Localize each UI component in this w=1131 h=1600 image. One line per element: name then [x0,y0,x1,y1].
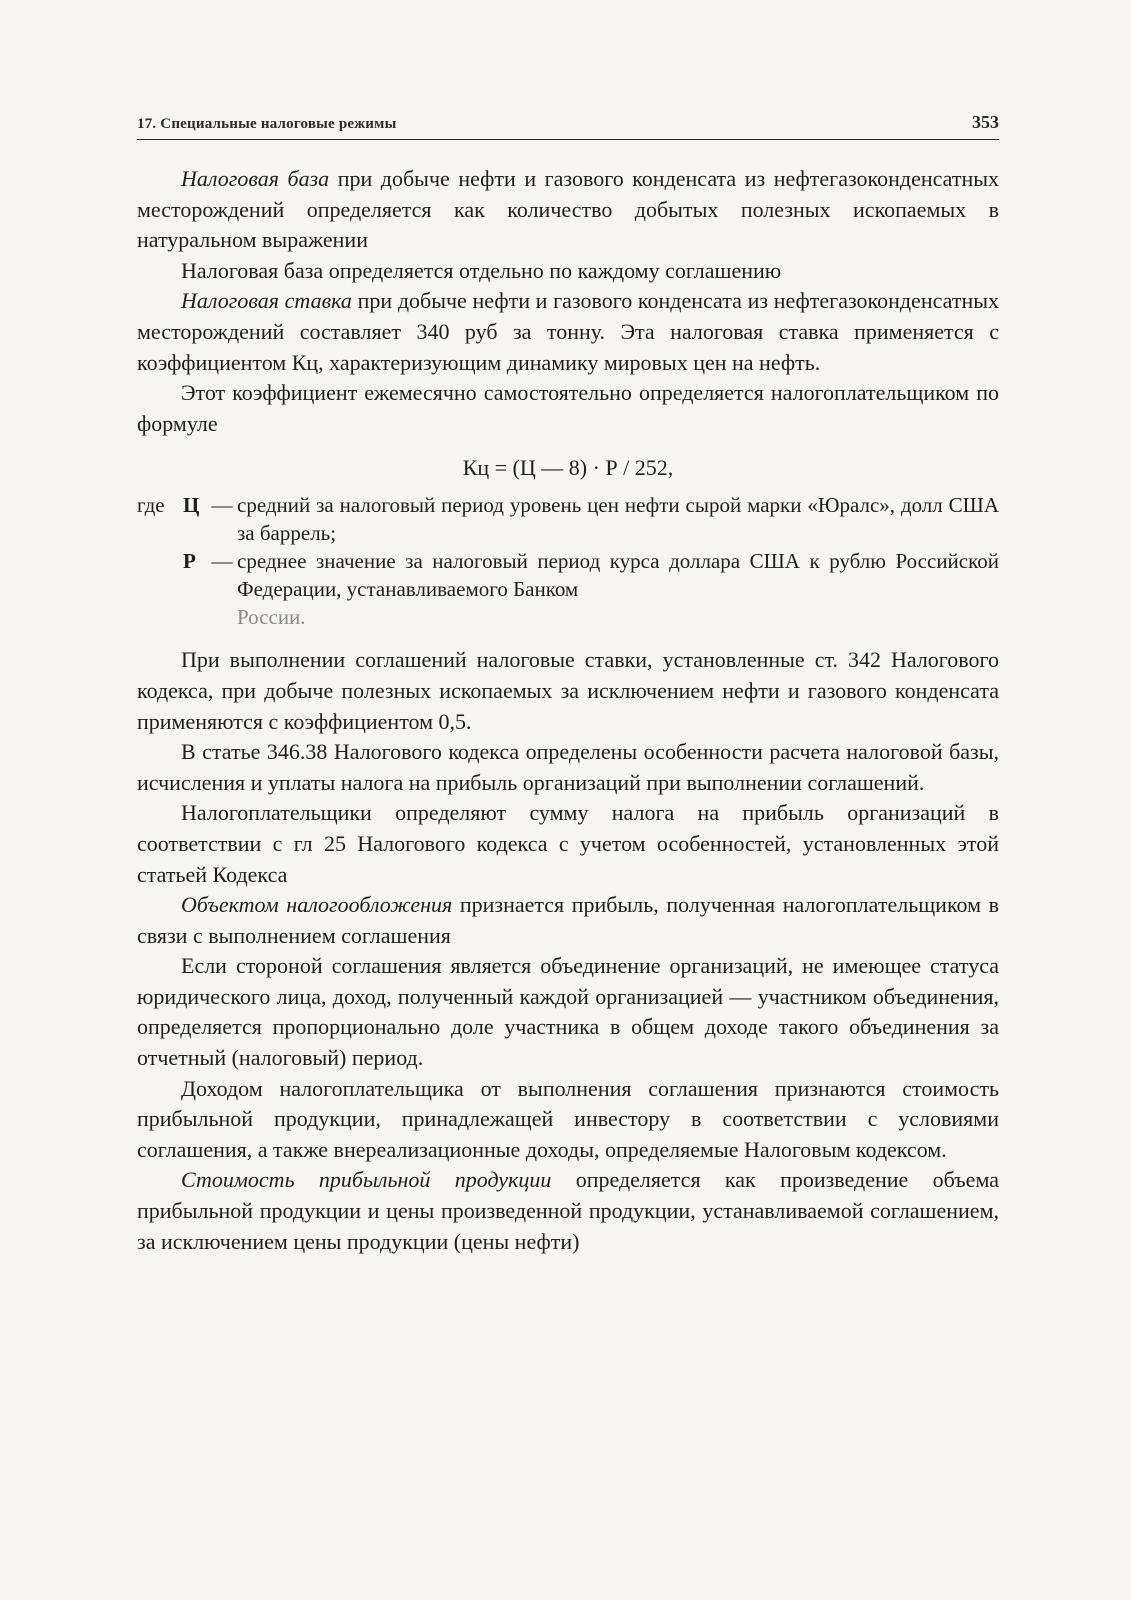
formula: Кц = (Ц — 8) · Р / 252, [462,455,674,481]
definition-text-tail: России. [237,605,306,630]
page-number: 353 [972,112,999,132]
paragraph-tax-rate [137,286,999,378]
paragraph-article-346-38: В статье 346.38 Налогового кодекса определены особенности расчета налоговой базы, исчисления и уплаты налога на прибыль организаций при выполнении соглашений. [137,739,999,795]
paragraph-taxpayers: Налогоплательщики определяют сумму налога на прибыль организаций в соответствии с гл 25 Налогового кодекса с учетом особенностей, установленных этой статьей Кодекса [137,800,999,887]
definition-lead [137,547,183,631]
paragraph-text: признается прибыль, полученная налогоплательщиком в связи с выполнением соглашения [137,892,1000,948]
definition-row [137,547,999,631]
definition-symbol: Ц [183,493,200,518]
running-head [137,112,999,140]
term-tax-base: Налоговая база [181,166,330,191]
paragraph-text: при добыче нефти и газового конденсата из нефтегазоконденсатных месторождений составляет 340 руб за тонну. Эта налоговая ставка применяется с коэффициентом Кц, характеризующим динамику мировых цен на нефть. [137,288,999,375]
paragraph-object-of-taxation [137,890,999,951]
definition-row [137,491,999,547]
paragraph-tax-base [137,164,999,256]
paragraph-coefficient: Этот коэффициент ежемесячно самостоятельно определяется налогоплательщиком по формуле [137,380,999,436]
paragraph-rates-coefficient: При выполнении соглашений налоговые ставки, установленные ст. 342 Налогового кодекса, при добыче полезных ископаемых за исключением нефти и газового конденсата применяются с коэффициентом 0,5. [137,647,999,734]
term-object-of-taxation: Объектом налогообложения [181,892,453,918]
formula-definitions [137,491,999,631]
paragraph-text: при добыче нефти и газового конденсата из нефтегазоконденсатных месторождений определяется как количество добытых полезных ископаемых в натуральном выражении [137,166,999,253]
definition-dash: — [211,493,233,518]
chapter-title: 17. Специальные налоговые режимы [137,116,397,132]
definition-text-main: среднее значение за налоговый период курса доллара США к рублю Российской Федерации, устанавливаемого Банком [237,549,999,602]
paragraph-income: Доходом налогоплательщика от выполнения соглашения признаются стоимость прибыльной продукции, принадлежащей инвестору в соответствии с условиями соглашения, а также внереализационные доходы, определяемые Налоговым кодексом. [137,1075,999,1162]
body-text [137,164,999,1257]
definition-text [237,547,999,631]
paragraph-tax-base-per-agreement: Налоговая база определяется отдельно по каждому соглашению [181,257,782,283]
paragraph-text: определяется как произведение объема прибыльной продукции и цены произведенной продукции, устанавливаемой соглашением, за исключением цены продукции (цены нефти) [137,1167,999,1254]
term-profit-product-value: Стоимость прибыльной продукции [181,1167,552,1193]
definition-lead: где [137,493,165,518]
definition-text: средний за налоговый период уровень цен нефти сырой марки «Юралс», долл США за баррель; [237,493,999,546]
paragraph-profit-product-value [137,1165,999,1257]
paragraph-association: Если стороной соглашения является объединение организаций, не имеющее статуса юридического лица, доход, полученный каждой организацией — участником объединения, определяется пропорционально доле участника в общем доходе такого объединения за отчетный (налоговый) период. [137,953,999,1071]
term-tax-rate: Налоговая ставка [181,288,352,314]
definition-dash: — [211,549,233,574]
definition-symbol: Р [183,549,196,574]
